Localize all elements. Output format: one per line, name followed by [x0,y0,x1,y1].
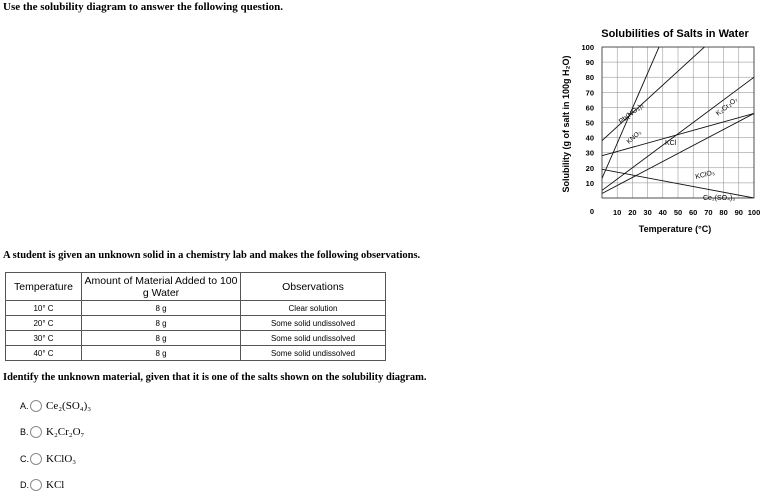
choice-d[interactable] [20,477,64,493]
series-label-kno3: KNO₃ [625,129,643,146]
x-tick-label: 80 [719,208,728,217]
y-tick-label: 20 [585,163,594,173]
choice-label: Ce₂(SO₄)₃ [46,400,92,412]
cell-observation: Clear solution [241,301,386,316]
choice-c[interactable] [20,451,76,467]
cell-observation: Some solid undissolved [241,346,386,361]
choice-letter: B. [20,427,29,437]
series-label-pbno3: Pb(NO₃)₂ [617,102,646,126]
table-header-row [6,273,386,301]
x-tick-labels [613,208,760,217]
choice-b[interactable] [20,424,84,440]
table-row [6,346,386,361]
x-tick-label: 100 [747,208,761,217]
x-tick-label: 70 [704,208,713,217]
header-amount: Amount of Material Added to 100 g Water [82,273,241,301]
cell-amount: 8 g [82,316,241,331]
radio-button[interactable] [30,453,42,465]
x-tick-label: 40 [658,208,667,217]
radio-button[interactable] [30,479,42,491]
cell-temperature: 40° C [6,346,82,361]
cell-temperature: 20° C [6,316,82,331]
y-tick-label: 90 [585,58,594,68]
choice-label: KCl [46,479,65,491]
cell-temperature: 30° C [6,331,82,346]
cell-amount: 8 g [82,331,241,346]
cell-observation: Some solid undissolved [241,316,386,331]
y-tick-label: 10 [585,178,594,188]
intro-text: Use the solubility diagram to answer the following question. [3,1,284,13]
x-tick-label: 60 [689,208,698,217]
table-row [6,301,386,316]
x-tick-label: 30 [643,208,652,217]
choice-label: K₂Cr₂O₇ [46,426,85,438]
y-tick-label: 70 [585,88,594,98]
choice-letter: A. [20,401,29,411]
chart-title: Solubilities of Salts in Water [601,28,749,40]
series-label-k2cr2o7: K₂Cr₂O₇ [714,96,740,118]
series-labels [618,96,740,202]
x-tick-label: 90 [734,208,743,217]
cell-observation: Some solid undissolved [241,331,386,346]
observation-intro: A student is given an unknown solid in a chemistry lab and makes the following observations. [3,250,421,261]
header-temperature: Temperature [6,273,82,301]
choice-a[interactable] [20,398,91,414]
choice-letter: C. [20,454,29,464]
observation-table [5,272,386,361]
y-tick-label: 50 [585,118,594,128]
question-text: Identify the unknown material, given that it is one of the salts shown on the solubility diagram. [3,372,427,383]
radio-button[interactable] [30,426,42,438]
chart-xlabel: Temperature (°C) [638,224,712,234]
solubility-chart [556,22,766,242]
y-tick-labels [581,43,594,216]
cell-amount: 8 g [82,301,241,316]
radio-button[interactable] [30,400,42,412]
table-row [6,331,386,346]
y-tick-label: 100 [581,43,594,52]
x-tick-label: 20 [628,208,637,217]
series-label-ce2so4: Ce₂(SO₄)₃ [703,195,736,202]
y-tick-label: 0 [589,207,594,216]
cell-temperature: 10° C [6,301,82,316]
series-label-kclo3: KClO₃ [694,169,716,181]
table-row [6,316,386,331]
x-tick-label: 50 [673,208,683,217]
x-tick-label: 10 [613,208,622,217]
y-tick-label: 80 [585,73,594,83]
y-tick-label: 30 [585,148,594,158]
series-label-kcl: KCl [665,140,677,147]
header-observations: Observations [241,273,386,301]
cell-amount: 8 g [82,346,241,361]
choice-label: KClO₃ [46,453,77,465]
y-tick-label: 60 [585,103,594,113]
y-tick-label: 40 [585,133,594,143]
choice-letter: D. [20,480,29,490]
chart-ylabel: Solubility (g of salt in 100g H₂O) [561,55,571,193]
